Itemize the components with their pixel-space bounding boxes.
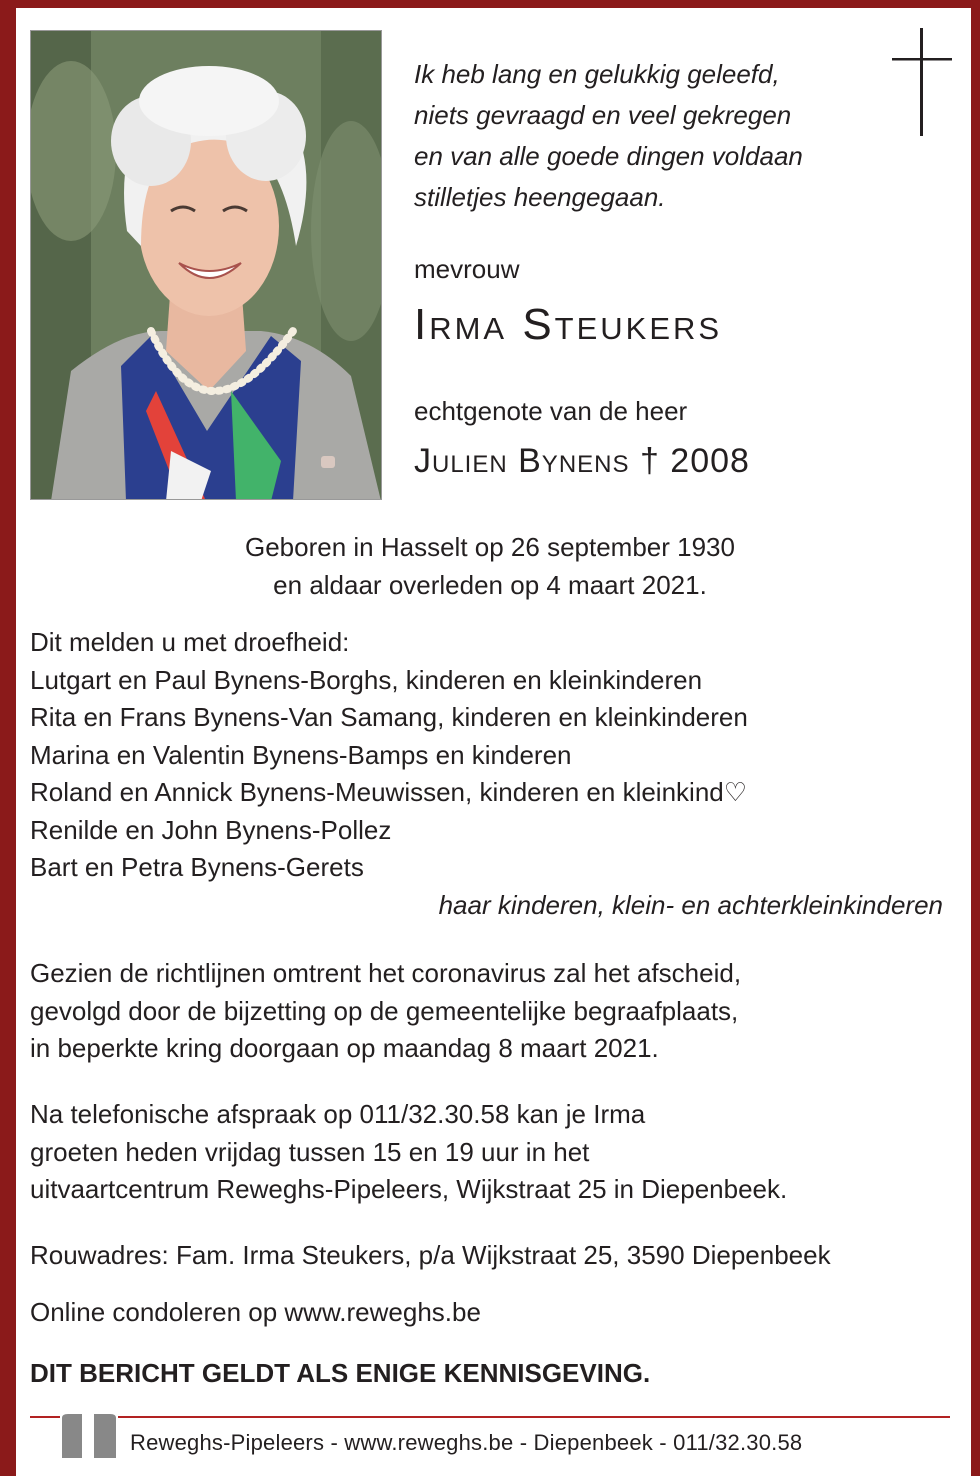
portrait-photo <box>30 30 382 500</box>
mourning-address: Rouwadres: Fam. Irma Steukers, p/a Wijkstraat 25, 3590 Diepenbeek <box>30 1240 831 1270</box>
frame-border-right <box>971 0 980 1476</box>
spouse-name: Julien Bynens † 2008 <box>414 442 750 480</box>
death-line: en aldaar overleden op 4 maart 2021. <box>273 570 707 600</box>
online-condolences: Online condoleren op www.reweghs.be <box>30 1297 481 1327</box>
notice-line: in beperkte kring doorgaan op maandag 8 maart 2021. <box>30 1033 659 1063</box>
mourners-intro: Dit melden u met droefheid: <box>30 627 350 657</box>
notice-line: gevolgd door de bijzetting op de gemeentelijke begraafplaats, <box>30 995 739 1026</box>
birth-line: Geboren in Hasselt op 26 september 1930 <box>245 532 735 562</box>
poem-line: niets gevraagd en veel gekregen <box>414 100 792 130</box>
mourner-family: Bart en Petra Bynens-Gerets <box>30 852 364 882</box>
ceremony-notice <box>30 955 955 1068</box>
mourner-family: Rita en Frans Bynens-Van Samang, kinderen en kleinkinderen <box>30 702 748 732</box>
mourner-family: Renilde en John Bynens-Pollez <box>30 814 392 845</box>
official-notice: DIT BERICHT GELDT ALS ENIGE KENNISGEVING. <box>30 1358 651 1388</box>
footer-contact: Reweghs-Pipeleers - www.reweghs.be - Diepenbeek - 011/32.30.58 <box>130 1430 803 1455</box>
poem-line: Ik heb lang en gelukkig geleefd, <box>414 59 780 89</box>
mourner-family: Lutgart en Paul Bynens-Borghs, kinderen en kleinkinderen <box>30 664 703 695</box>
mourners-list <box>30 624 955 924</box>
memorial-poem <box>414 54 884 218</box>
frame-border-top <box>0 0 980 8</box>
notice-line: uitvaartcentrum Reweghs-Pipeleers, Wijkstraat 25 in Diepenbeek. <box>30 1174 788 1204</box>
mourner-family: Roland en Annick Bynens-Meuwissen, kinderen en kleinkind♡ <box>30 777 748 807</box>
portrait-illustration <box>31 31 382 500</box>
mourners-signature: haar kinderen, klein- en achterkleinkinderen <box>438 889 943 920</box>
honorific: mevrouw <box>414 254 520 284</box>
visit-notice <box>30 1096 955 1209</box>
notice-line: Na telefonische afspraak op 011/32.30.58 kan je Irma <box>30 1099 646 1129</box>
deceased-name: Irma Steukers <box>414 300 723 349</box>
spouse-intro: echtgenote van de heer <box>414 396 688 426</box>
life-dates <box>30 528 950 604</box>
poem-line: en van alle goede dingen voldaan <box>414 141 803 171</box>
latin-cross-icon <box>892 28 952 138</box>
poem-line: stilletjes heengegaan. <box>414 182 666 212</box>
notice-line: groeten heden vrijdag tussen 15 en 19 uur in het <box>30 1136 590 1167</box>
frame-border-left <box>0 0 16 1476</box>
footer-divider <box>30 1416 950 1418</box>
notice-line: Gezien de richtlijnen omtrent het coronavirus zal het afscheid, <box>30 958 742 988</box>
mourner-family: Marina en Valentin Bynens-Bamps en kinderen <box>30 739 572 770</box>
funeral-home-logo-icon <box>60 1412 118 1460</box>
